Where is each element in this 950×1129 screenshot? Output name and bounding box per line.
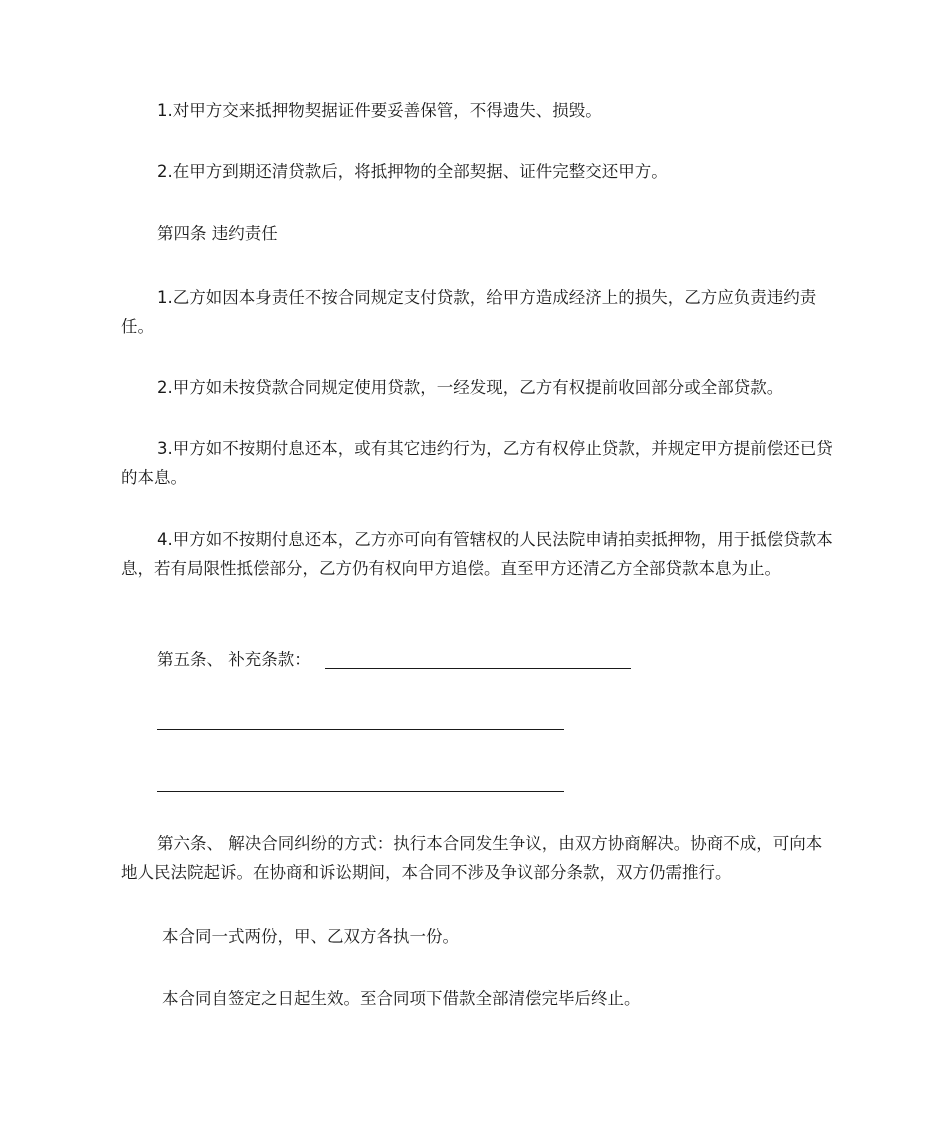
article-5-line — [121, 645, 833, 674]
liability-1: 1.乙方如因本身责任不按合同规定支付贷款，给甲方造成经济上的损失，乙方应负责违约责任。 — [121, 288, 817, 336]
article-6: 第六条、 解决合同纠纷的方式：执行本合同发生争议，由双方协商解决。协商不成，可向本地人民法院起诉。在协商和诉讼期间，本合同不涉及争议部分条款，双方仍需推行。 — [121, 834, 823, 882]
liability-2: 2.甲方如未按贷款合同规定使用贷款，一经发现，乙方有权提前收回部分或全部贷款。 — [157, 378, 784, 397]
supplementary-blank-1 — [325, 668, 631, 669]
copies-clause: 本合同一式两份，甲、乙双方各执一份。 — [162, 927, 459, 946]
article-4-title: 第四条 违约责任 — [157, 224, 278, 243]
supplementary-blank-3 — [157, 791, 564, 792]
article-5-label: 第五条、 补充条款： — [157, 650, 311, 669]
liability-3: 3.甲方如不按期付息还本，或有其它违约行为，乙方有权停止贷款，并规定甲方提前偿还已贷的本息。 — [121, 439, 833, 487]
obligation-1: 1.对甲方交来抵押物契据证件要妥善保管，不得遗失、损毁。 — [157, 101, 602, 120]
effective-clause: 本合同自签定之日起生效。至合同项下借款全部清偿完毕后终止。 — [162, 989, 641, 1008]
supplementary-blank-2 — [157, 729, 564, 730]
liability-4: 4.甲方如不按期付息还本，乙方亦可向有管辖权的人民法院申请拍卖抵押物，用于抵偿贷款本息，若有局限性抵偿部分，乙方仍有权向甲方追偿。直至甲方还清乙方全部贷款本息为止。 — [121, 530, 833, 578]
obligation-2: 2.在甲方到期还清贷款后，将抵押物的全部契据、证件完整交还甲方。 — [157, 162, 668, 181]
